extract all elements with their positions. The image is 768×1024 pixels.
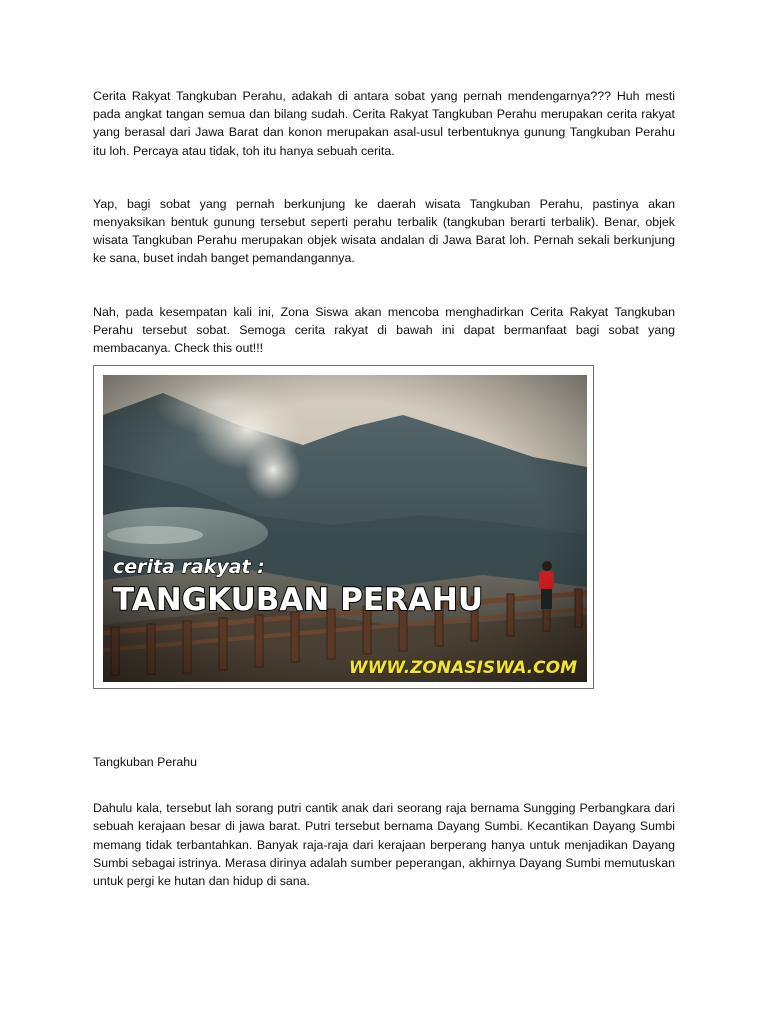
caption-small: cerita rakyat :	[113, 556, 265, 579]
volcano-crater-illustration	[103, 375, 587, 682]
spacer	[93, 771, 675, 799]
watermark-text: WWW.ZONASISWA.COM	[348, 658, 577, 679]
intro-paragraph: Cerita Rakyat Tangkuban Perahu, adakah di antara sobat yang pernah mendengarnya??? Huh mesti pada angkat tangan semua dan bilang sudah. Cerita Rakyat Tangkuban Perahu merupakan cerita rakyat yang berasal dari Jawa Barat dan konon merupakan asal-usul terbentuknya gunung Tangkuban Perahu itu loh. Percaya atau tidak, toh itu hanya sebuah cerita.	[93, 89, 675, 158]
spacer	[93, 357, 675, 365]
spacer	[93, 160, 675, 195]
document-page	[93, 87, 675, 890]
announcement-paragraph: Nah, pada kesempatan kali ini, Zona Siswa akan mencoba menghadirkan Cerita Rakyat Tangkuban Perahu tersebut sobat. Semoga cerita rakyat di bawah ini dapat bermanfaat bagi sobat yang membacanya. Check this out!!!	[93, 304, 675, 356]
spacer	[93, 689, 675, 753]
article-image-frame	[93, 365, 594, 689]
story-paragraph: Dahulu kala, tersebut lah sorang putri cantik anak dari seorang raja bernama Sungging Perbangkara dari sebuah kerajaan besar di jawa barat. Putri tersebut bernama Dayang Sumbi. Kecantikan Dayang Sumbi memang tidak terbantahkan. Banyak raja-raja dari kerajaan berperang hanya untuk menjadikan Dayang Sumbi sebagai istrinya. Merasa dirinya adalah sumber peperangan, akhirnya Dayang Sumbi memutuskan untuk pergi ke hutan dan hidup di sana.	[93, 801, 675, 889]
caption-large: TANGKUBAN PERAHU	[113, 582, 484, 619]
visit-paragraph: Yap, bagi sobat yang pernah berkunjung ke daerah wisata Tangkuban Perahu, pastinya akan menyaksikan bentuk gunung tersebut seperti perahu terbalik (tangkuban berarti terbalik). Benar, objek wisata Tangkuban Perahu merupakan objek wisata andalan di Jawa Barat loh. Pernah sekali berkunjung ke sana, buset indah banget pemandangannya.	[93, 196, 675, 266]
spacer	[93, 268, 675, 303]
section-heading: Tangkuban Perahu	[93, 755, 198, 770]
photo-vignette	[103, 375, 587, 682]
tangkuban-perahu-photo	[103, 375, 587, 682]
